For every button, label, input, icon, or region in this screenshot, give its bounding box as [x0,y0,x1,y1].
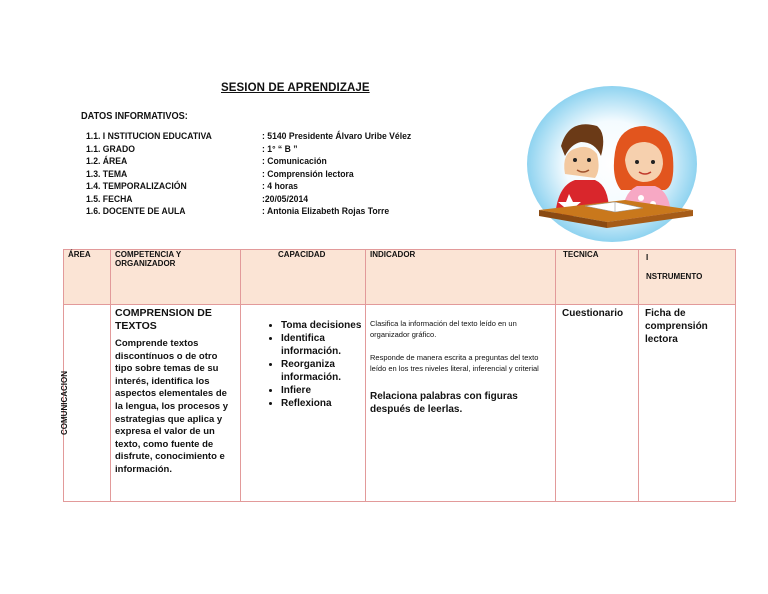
info-row [86,194,428,207]
info-label: 1.4. TEMPORALIZACIÓN [86,181,187,192]
info-label: 1.1. GRADO [86,143,135,155]
info-value: : 5140 Presidente Álvaro Uribe Vélez [262,131,412,142]
table-header-row [64,250,736,305]
info-label: 1.1. I NSTITUCION EDUCATIVA [86,131,212,142]
cell-competencia [111,305,241,502]
page-title: SESION DE APRENDIZAJE [221,82,370,94]
info-value: : Comunicación [262,156,327,167]
indicador-3: Relaciona palabras con figuras después de leerlas. [370,391,518,415]
indicador-2: Responde de manera escrita a preguntas del texto leído en los tres niveles literal, inferencial y criterial [370,353,539,373]
cell-capacidad [241,305,366,502]
children-reading-illustration [525,82,700,244]
info-row [86,181,428,194]
info-row [86,156,428,169]
info-label: 1.5. FECHA [86,193,133,205]
info-value: : 4 horas [262,181,298,192]
info-row [86,206,428,219]
info-label: 1.6. DOCENTE DE AULA [86,206,186,217]
header-instrumento-label: NSTRUMENTO [646,272,703,281]
info-label: 1.2. ÁREA [86,156,128,167]
tecnica-value: Cuestionario [562,308,624,319]
capacidad-list [241,319,365,410]
header-tecnica-label: TECNICA [563,250,599,259]
datos-heading: DATOS INFORMATIVOS: [81,111,188,122]
info-list [86,131,428,219]
info-label: 1.3. TEMA [86,168,128,180]
header-indicador [366,250,556,305]
info-row [86,131,428,144]
instrumento-value: Ficha de comprensión lectora [645,308,708,345]
header-tecnica [556,250,639,305]
header-area-label: ÁREA [68,250,91,259]
info-value: : Antonia Elizabeth Rojas Torre [262,206,390,217]
competencia-description: Comprende textos discontínuos o de otro tipo sobre temas de su interés, identifica los aspectos elementales de la lengua, los procesos y estrategias que aplica y expresa el valor de un texto, como fuente de disfrute, conocimiento e información. [115,338,228,475]
info-value: : Comprensión lectora [262,168,354,180]
planning-table [60,249,736,502]
header-instrumento-initial: I [646,253,649,262]
header-instrumento [639,250,736,305]
info-row [86,169,428,182]
cell-tecnica [556,305,639,502]
cell-instrumento [639,305,736,502]
list-item: • Toma decisiones [281,319,365,332]
indicador-1: Clasifica la información del texto leído en un organizador gráfico. [370,319,517,339]
header-indicador-label: INDICADOR [370,250,416,259]
info-value: : 1° “ B ” [262,143,298,155]
header-competencia [111,250,241,305]
area-value: COMUNICACION [60,371,69,435]
header-competencia-label: COMPETENCIA Y ORGANIZADOR [115,250,182,268]
list-item: • Identifica información. [281,332,365,358]
header-capacidad-label: CAPACIDAD [278,250,326,259]
table-row [64,305,736,502]
list-item: • Reflexiona [281,397,365,410]
cell-area [60,305,111,502]
info-value: :20/05/2014 [262,193,309,205]
competencia-title: COMPRENSION DE TEXTOS [115,307,212,332]
header-area [64,250,111,305]
list-item: • Infiere [281,384,365,397]
info-row [86,144,428,157]
header-capacidad [241,250,366,305]
cell-indicador [366,305,556,502]
list-item: • Reorganiza información. [281,358,365,384]
